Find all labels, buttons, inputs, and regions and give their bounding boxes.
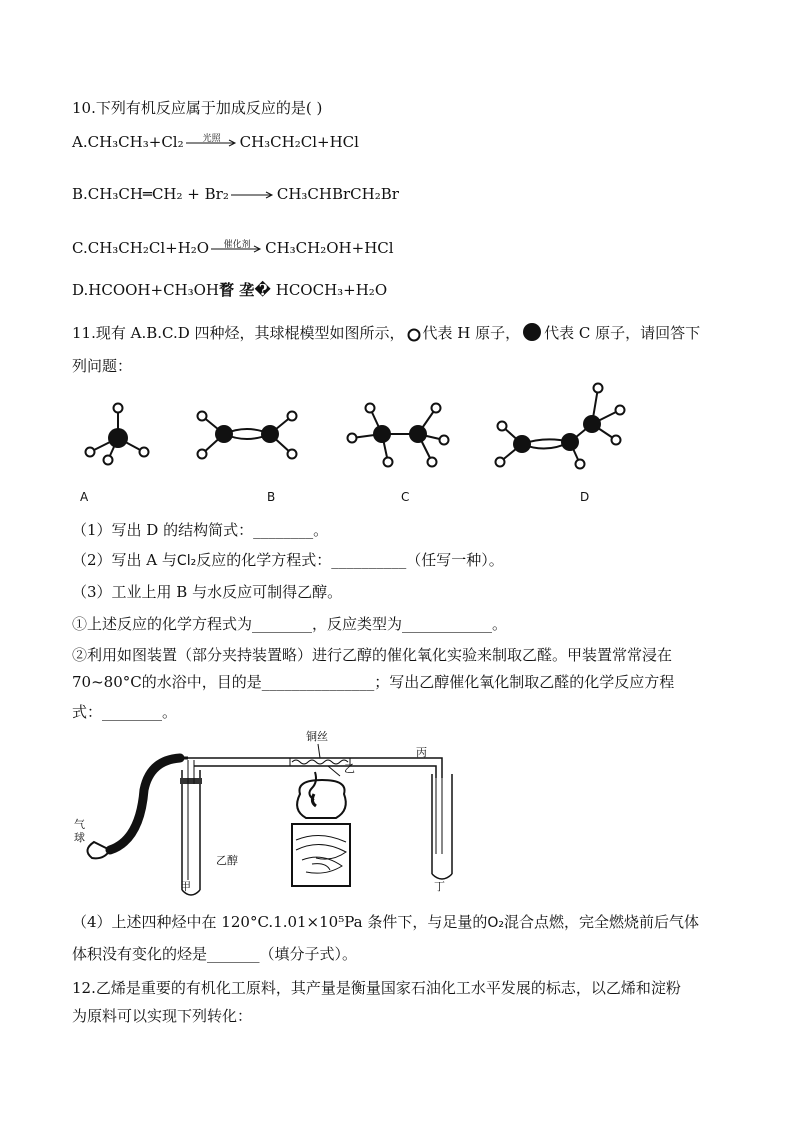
q11-stem [72,322,700,343]
q11-sub1: （1）写出 D 的结构简式：________。 [72,521,329,539]
h-atom-icon [407,328,421,342]
label-bing: 丙 [416,746,427,759]
molecule-label-d: D [580,490,590,504]
molecule-label-a: A [80,490,89,504]
molecule-d-model [496,384,625,469]
q11-sub2 [72,550,504,571]
q10-option-a [72,132,359,153]
reaction-arrow [186,133,238,153]
q11-sub3-1: ①上述反应的化学方程式为________，反应类型为____________。 [72,615,508,633]
sub4-text: （4）上述四种烃中在 120°C.1.01×10⁵Pa 条件下，与足量的 [72,913,488,931]
garbled-arrow: 瞀 垄� [219,281,271,299]
molecule-a-model [86,404,149,465]
label-copper-wire: 铜丝 [306,730,328,743]
o2-formula: O₂ [487,915,504,931]
label-balloon: 气球 [74,818,85,844]
reaction-condition: 光照 [202,134,221,144]
reactants: HCOOH+CH₃OH [88,281,220,299]
molecule-label-b: B [267,490,276,504]
q10-option-b [72,184,399,205]
stem-text: 11.现有 A.B.C.D 四种烃，其球棍模型如图所示， [72,324,405,342]
products: CH₃CH₂Cl+HCl [239,133,359,151]
label-ding: 丁 [434,880,445,893]
c-atom-icon [522,322,542,342]
reactants: CH₃CH₃+Cl₂ [87,133,184,151]
sub4-text: 混合点燃，完全燃烧前后气体 [504,913,700,931]
sub2-text: （2）写出 A 与 [72,551,177,569]
label-jia: 甲 [180,880,191,893]
reactants: CH₃CH₂Cl+H₂O [87,239,210,257]
molecule-b-model [198,412,297,459]
molecule-label-c: C [401,490,410,504]
q11-sub3-2-line3: 式：________。 [72,703,178,721]
products: HCOCH₃+H₂O [275,281,388,299]
stem-text: 代表 H 原子， [422,324,521,342]
ball-stick-models [70,380,670,490]
sub2-text: 反应的化学方程式：__________（任写一种）。 [196,551,504,569]
cl2-formula: Cl₂ [176,553,197,569]
apparatus-diagram [70,730,490,900]
q10-stem: 10.下列有机反应属于加成反应的是( ) [72,99,323,117]
stem-text: 代表 C 原子，请回答下 [544,324,701,342]
molecule-c-model [348,404,449,467]
option-label: B. [72,185,88,203]
reaction-arrow [231,185,275,205]
q11-sub3: （3）工业上用 B 与水反应可制得乙醇。 [72,583,343,601]
q12-line2: 为原料可以实现下列转化： [72,1007,253,1025]
reaction-condition: 催化剂 [223,240,251,250]
products: CH₃CHBrCH₂Br [276,185,399,203]
q11-sub3-2-line2: 70~80°C的水浴中，目的是_______________；写出乙醇催化氧化制取乙醛的化学反应方程 [72,673,675,691]
label-ethanol: 乙醇 [216,854,238,867]
option-label: C. [72,239,88,257]
q11-sub3-2-line1: ②利用如图装置（部分夹持装置略）进行乙醇的催化氧化实验来制取乙醛。甲装置常常浸在 [72,646,673,664]
products: CH₃CH₂OH+HCl [265,239,394,257]
reactants: CH₃CH═CH₂ + Br₂ [87,185,229,203]
q11-stem-line2: 列问题： [72,357,133,375]
q11-sub4-line2: 体积没有变化的烃是_______（填分子式）。 [72,945,358,963]
q11-sub4-line1 [72,912,699,933]
q12-line1: 12.乙烯是重要的有机化工原料，其产量是衡量国家石油化工水平发展的标志，以乙烯和淀粉 [72,979,681,997]
q10-option-d [72,280,387,300]
label-yi: 乙 [344,762,355,775]
reaction-arrow [211,239,263,259]
option-label: D. [72,281,89,299]
q10-option-c [72,238,394,259]
option-label: A. [72,133,88,151]
